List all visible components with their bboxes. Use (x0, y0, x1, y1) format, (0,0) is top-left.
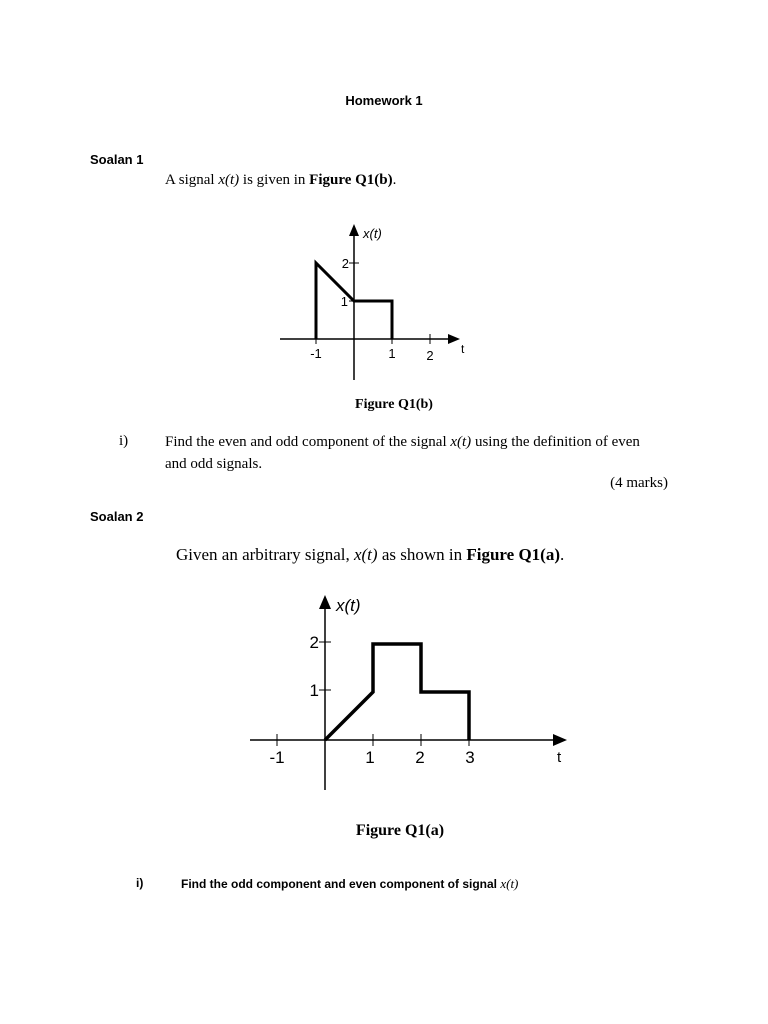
fig-b-x-arrow (448, 334, 460, 344)
q1-intro-text: A signal (165, 172, 219, 188)
fig-a-ytick-label: 1 (309, 681, 319, 700)
figure-q1b-plot (270, 215, 480, 390)
fig-a-xtick-label: 2 (415, 748, 425, 767)
q2-item-text-start: Find the odd component and even component of signal (181, 877, 501, 891)
q2-intro-text: Given an arbitrary signal, (176, 545, 354, 564)
fig-b-ytick-label: 2 (341, 256, 349, 271)
q2-item-text (181, 876, 518, 892)
q1-intro-signal: x(t) (218, 172, 240, 188)
fig-a-xtick-label: 1 (365, 748, 375, 767)
q1-intro-text-mid: is given in (239, 172, 310, 188)
q1-figure-ref: Figure Q1(b) (309, 172, 393, 188)
figure-q1a-plot (240, 585, 580, 800)
fig-a-y-label: x(t) (336, 596, 361, 615)
fig-b-xtick-label: 1 (388, 346, 396, 361)
q2-intro-text-mid: as shown in (377, 545, 467, 564)
fig-b-y-arrow (349, 224, 359, 236)
q1-item-text (165, 431, 665, 475)
q2-figure-ref: Figure Q1(a) (466, 545, 560, 564)
document-title: Homework 1 (345, 93, 423, 108)
fig-a-xtick-label: 3 (465, 748, 475, 767)
fig-a-y-arrow (319, 595, 331, 609)
fig-b-xtick-label: 2 (426, 348, 434, 363)
fig-b-x-label: t (461, 342, 465, 356)
fig-a-ytick-label: 2 (309, 633, 319, 652)
fig-a-x-arrow (553, 734, 567, 746)
fig-a-signal-line (325, 644, 469, 740)
question-2-intro (176, 545, 564, 565)
q1-item-signal: x(t) (450, 434, 472, 450)
q1-marks: (4 marks) (610, 475, 668, 491)
q1-item-text-start: Find the even and odd component of the signal (165, 434, 451, 450)
q1-item-number: i) (119, 433, 129, 449)
question-2-heading: Soalan 2 (90, 509, 144, 524)
q2-item-signal: x(t) (500, 876, 519, 891)
question-1-intro (165, 172, 396, 189)
q2-item-number: i) (136, 876, 144, 890)
fig-b-xtick-label: -1 (310, 346, 322, 361)
fig-a-x-label: t (557, 749, 562, 766)
fig-a-xtick-label: -1 (269, 748, 285, 767)
q2-intro-period: . (560, 545, 565, 564)
figure-q1a-caption: Figure Q1(a) (355, 822, 445, 839)
fig-b-ytick-label: 1 (340, 294, 348, 309)
q1-item-text-end: using the definition of even and odd signals. (165, 434, 640, 472)
q2-intro-signal: x(t) (353, 545, 378, 564)
figure-q1b-caption: Figure Q1(b) (355, 397, 433, 412)
question-1-heading: Soalan 1 (90, 152, 144, 167)
q1-intro-period: . (392, 172, 397, 188)
fig-b-y-label: x(t) (363, 226, 382, 241)
